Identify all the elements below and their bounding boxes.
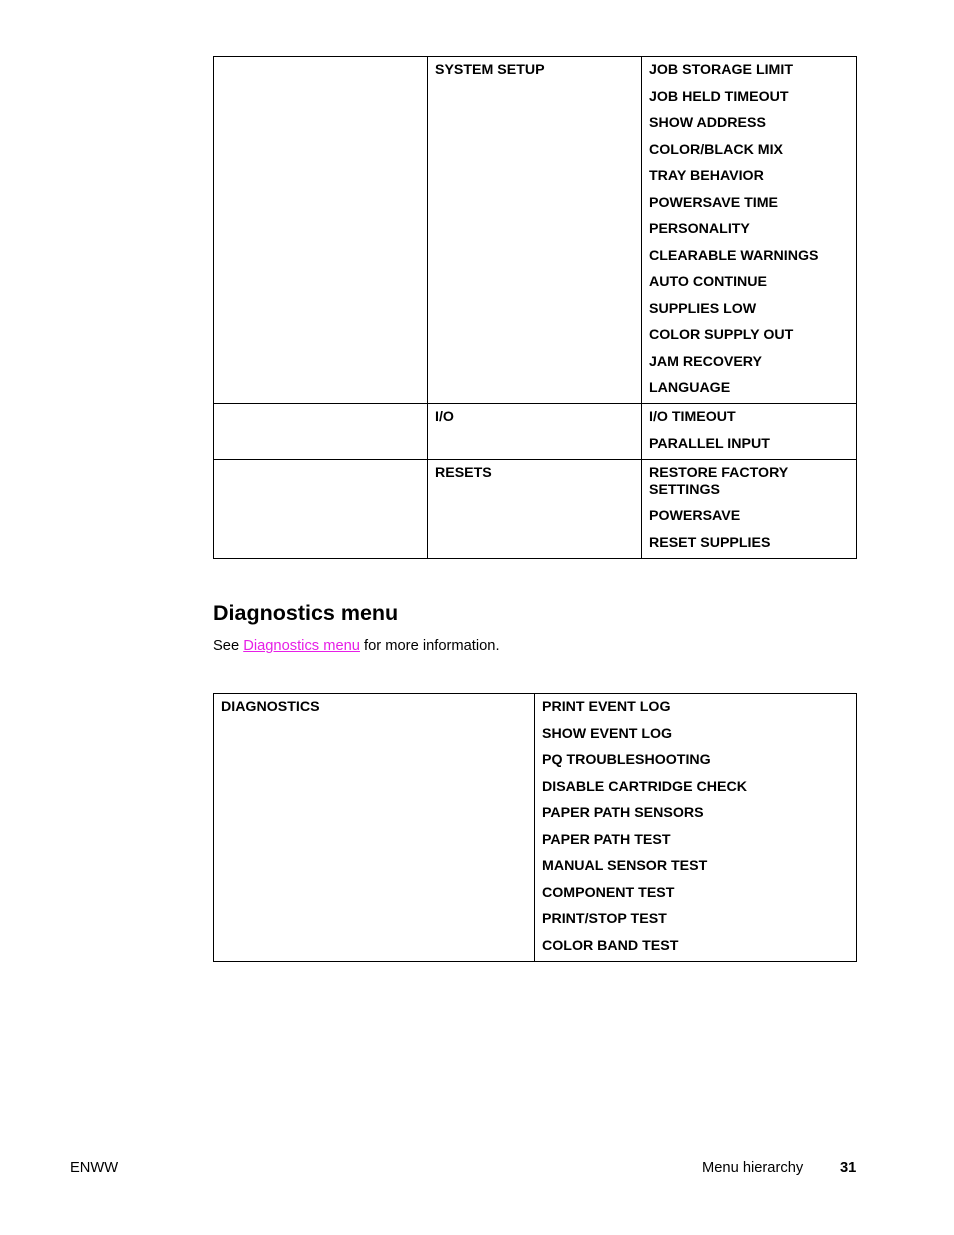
menu-item: PERSONALITY (649, 221, 750, 237)
diagnostics-menu-link[interactable]: Diagnostics menu (243, 638, 360, 654)
menu-item: AUTO CONTINUE (649, 274, 767, 290)
reference-prefix: See (213, 638, 244, 654)
menu-item: TRAY BEHAVIOR (649, 168, 764, 184)
items-cell (535, 694, 857, 962)
menu-hierarchy-table (213, 56, 857, 559)
table-row (214, 694, 857, 962)
menu-item: POWERSAVE TIME (649, 194, 779, 211)
menu-item: JOB HELD TIMEOUT (649, 88, 789, 105)
page-number: 31 (840, 1160, 857, 1176)
menu-item: PRINT EVENT LOG (542, 699, 671, 715)
submenu-cell (428, 404, 642, 460)
menu-item: LANGUAGE (649, 380, 731, 396)
items-cell (642, 459, 857, 558)
menu-item: RESET SUPPLIES (649, 534, 771, 551)
menu-item: JOB STORAGE LIMIT (649, 62, 793, 78)
menu-item: PARALLEL INPUT (649, 435, 770, 452)
menu-item: RESTORE FACTORY SETTINGS (649, 464, 789, 498)
submenu-label: I/O (435, 409, 454, 425)
footer-label: ENWW (70, 1160, 119, 1176)
footer-section-title: Menu hierarchy (702, 1160, 804, 1176)
menu-item: PAPER PATH SENSORS (542, 805, 704, 821)
menu-cell (214, 404, 428, 460)
table-row (214, 404, 857, 460)
submenu-label: SYSTEM SETUP (435, 62, 545, 78)
menu-item: SHOW EVENT LOG (542, 725, 673, 742)
menu-item: PQ TROUBLESHOOTING (542, 752, 711, 768)
menu-item: MANUAL SENSOR TEST (542, 858, 708, 874)
items-cell (642, 404, 857, 460)
menu-item: COMPONENT TEST (542, 884, 675, 901)
menu-item: DISABLE CARTRIDGE CHECK (542, 778, 747, 795)
items-cell (642, 57, 857, 404)
diagnostics-table (213, 693, 857, 962)
table-row (214, 57, 857, 404)
menu-item: PRINT/STOP TEST (542, 911, 667, 927)
menu-item: SUPPLIES LOW (649, 300, 757, 317)
menu-item: POWERSAVE (649, 508, 741, 524)
submenu-label: RESETS (435, 464, 492, 481)
menu-item: CLEARABLE WARNINGS (649, 247, 819, 264)
menu-item: JAM RECOVERY (649, 353, 762, 370)
menu-item: COLOR SUPPLY OUT (649, 327, 794, 343)
menu-item: COLOR BAND TEST (542, 937, 679, 954)
submenu-cell (428, 57, 642, 404)
reference-suffix: for more information. (359, 638, 500, 654)
menu-item: I/O TIMEOUT (649, 409, 736, 425)
menu-cell (214, 694, 535, 962)
menu-label: DIAGNOSTICS (221, 699, 320, 715)
menu-cell (214, 459, 428, 558)
section-heading: Diagnostics menu (213, 601, 399, 625)
menu-item: SHOW ADDRESS (649, 115, 766, 131)
menu-item: COLOR/BLACK MIX (649, 141, 783, 158)
submenu-cell (428, 459, 642, 558)
menu-item: PAPER PATH TEST (542, 831, 671, 848)
menu-cell (214, 57, 428, 404)
reference-text (213, 636, 500, 656)
table-row (214, 459, 857, 558)
